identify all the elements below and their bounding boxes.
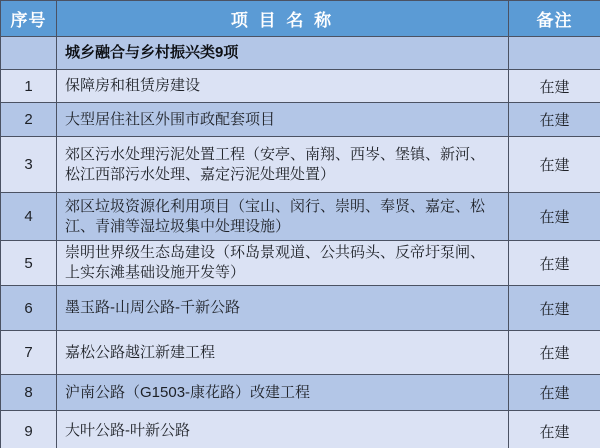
project-name-cell: 墨玉路-山周公路-千新公路 <box>57 286 509 331</box>
project-name-cell: 沪南公路（G1503-康花路）改建工程 <box>57 375 509 411</box>
project-name-cell: 郊区垃圾资源化利用项目（宝山、闵行、崇明、奉贤、嘉定、松江、青浦等湿垃圾集中处理设施） <box>57 193 509 241</box>
column-header-project-name: 项 目 名 称 <box>57 1 509 37</box>
section-title-cell: 城乡融合与乡村振兴类9项 <box>57 37 509 70</box>
remark-cell: 在建 <box>509 286 600 331</box>
column-header-index: 序号 <box>1 1 57 37</box>
remark-cell: 在建 <box>509 70 600 103</box>
table-row <box>1 411 600 448</box>
row-index-cell: 5 <box>1 241 57 286</box>
section-index-cell <box>1 37 57 70</box>
table-row <box>1 137 600 193</box>
row-index-cell: 2 <box>1 103 57 137</box>
section-row <box>1 37 600 70</box>
table-row <box>1 331 600 375</box>
header-row <box>1 1 600 37</box>
table-row <box>1 103 600 137</box>
row-index-cell: 7 <box>1 331 57 375</box>
row-index-cell: 1 <box>1 70 57 103</box>
row-index-cell: 9 <box>1 411 57 448</box>
column-header-remark: 备注 <box>509 1 600 37</box>
row-index-cell: 8 <box>1 375 57 411</box>
remark-cell: 在建 <box>509 103 600 137</box>
table-row <box>1 70 600 103</box>
project-name-cell: 大叶公路-叶新公路 <box>57 411 509 448</box>
table-row <box>1 241 600 286</box>
project-name-cell: 嘉松公路越江新建工程 <box>57 331 509 375</box>
row-index-cell: 3 <box>1 137 57 193</box>
row-index-cell: 6 <box>1 286 57 331</box>
remark-cell: 在建 <box>509 193 600 241</box>
remark-cell: 在建 <box>509 411 600 448</box>
project-name-cell: 崇明世界级生态岛建设（环岛景观道、公共码头、反帝圩泵闸、上实东滩基础设施开发等） <box>57 241 509 286</box>
table-row <box>1 286 600 331</box>
table-body <box>1 37 600 448</box>
section-remark-cell <box>509 37 600 70</box>
remark-cell: 在建 <box>509 241 600 286</box>
remark-cell: 在建 <box>509 331 600 375</box>
remark-cell: 在建 <box>509 375 600 411</box>
table-row <box>1 375 600 411</box>
remark-cell: 在建 <box>509 137 600 193</box>
project-name-cell: 大型居住社区外围市政配套项目 <box>57 103 509 137</box>
row-index-cell: 4 <box>1 193 57 241</box>
table-row <box>1 193 600 241</box>
table-header <box>1 1 600 37</box>
project-name-cell: 郊区污水处理污泥处置工程（安亭、南翔、西岑、堡镇、新河、松江西部污水处理、嘉定污泥处理处置） <box>57 137 509 193</box>
project-name-cell: 保障房和租赁房建设 <box>57 70 509 103</box>
